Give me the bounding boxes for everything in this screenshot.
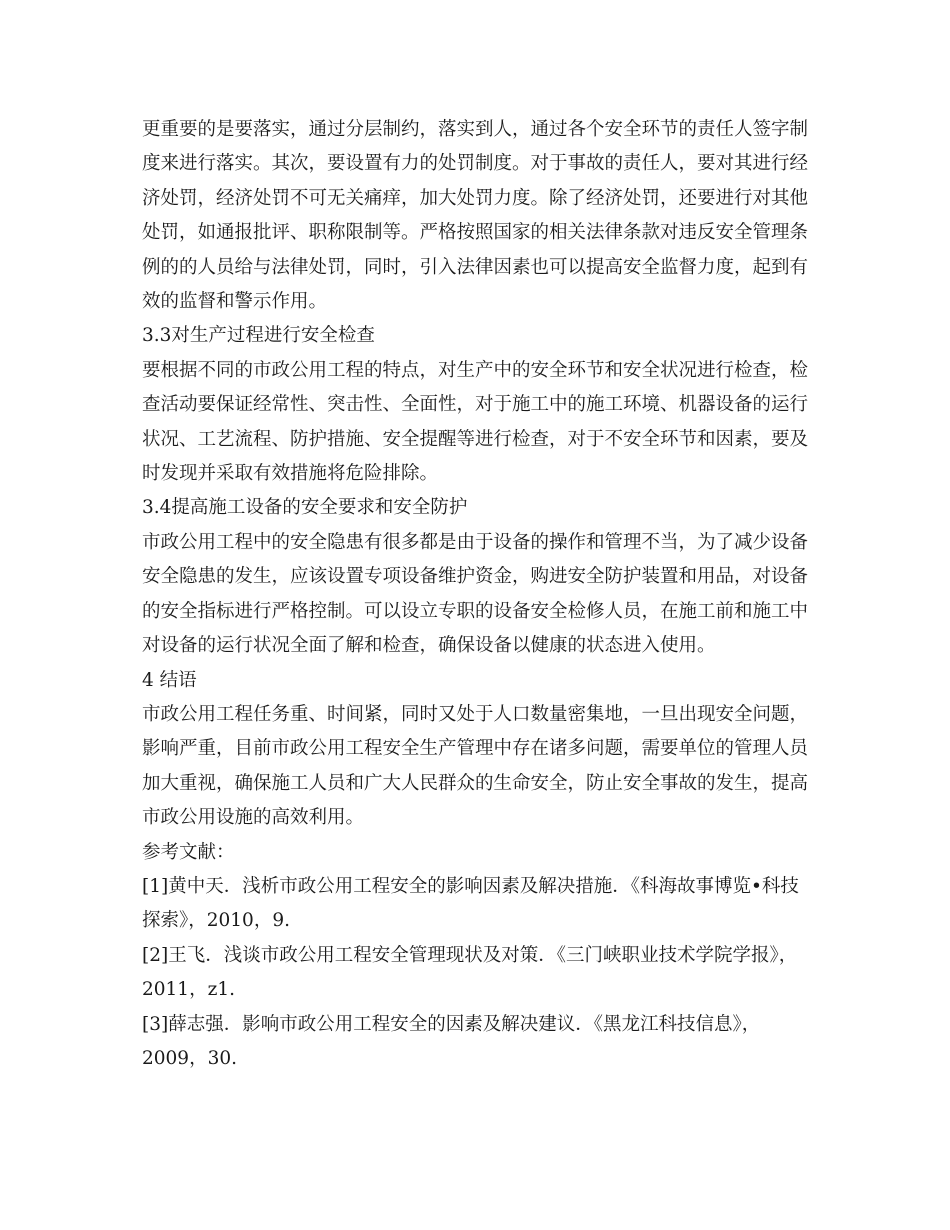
body-paragraph: 更重要的是要落实，通过分层制约，落实到人，通过各个安全环节的责任人签字制度来进行落实。其次，要设置有力的处罚制度。对于事故的责任人，要对其进行经济处罚，经济处罚不可无关痛痒，加大处罚力度。除了经济处罚，还要进行对其他处罚，如通报批评、职称限制等。严格按照国家的相关法律条款对违反安全管理条例的的人员给与法律处罚，同时，引入法律因素也可以提高安全监督力度，起到有效的监督和警示作用。	[142, 119, 809, 313]
document-body	[142, 113, 814, 1076]
section-3-3-paragraph: 要根据不同的市政公用工程的特点，对生产中的安全环节和安全状况进行检查，检查活动要保证经常性、突击性、全面性，对于施工中的施工环境、机器设备的运行状况、工艺流程、防护措施、安全提醒等进行检查，对于不安全环节和因素，要及时发现并采取有效措施将危险排除。	[142, 359, 809, 485]
section-heading-4: 4 结语	[142, 669, 197, 691]
section-3-4-paragraph: 市政公用工程中的安全隐患有很多都是由于设备的操作和管理不当，为了减少设备安全隐患的发生，应该设置专项设备维护资金，购进安全防护装置和用品，对设备的安全指标进行严格控制。可以设立专职的设备安全检修人员，在施工前和施工中对设备的运行状况全面了解和检查，确保设备以健康的状态进入使用。	[142, 531, 809, 657]
section-heading-3-3: 3.3对生产过程进行安全检查	[142, 325, 375, 347]
references-list	[142, 870, 814, 1076]
references-heading: 参考文献：	[142, 841, 235, 863]
reference-item: [2]王飞．浅谈市政公用工程安全管理现状及对策．《三门峡职业技术学院学报》，2011，z1.	[142, 944, 798, 1001]
reference-item: [1]黄中天．浅析市政公用工程安全的影响因素及解决措施．《科海故事博览•科技探索》，2010，9.	[142, 875, 799, 932]
reference-item: [3]薛志强．影响市政公用工程安全的因素及解决建议．《黑龙江科技信息》，2009，30.	[142, 1013, 761, 1069]
section-4-paragraph: 市政公用工程任务重、时间紧，同时又处于人口数量密集地，一旦出现安全问题，影响严重，目前市政公用工程安全生产管理中存在诸多问题，需要单位的管理人员加大重视，确保施工人员和广大人民群众的生命安全，防止安全事故的发生，提高市政公用设施的高效利用。	[142, 703, 809, 829]
section-heading-3-4: 3.4提高施工设备的安全要求和安全防护	[142, 497, 468, 519]
